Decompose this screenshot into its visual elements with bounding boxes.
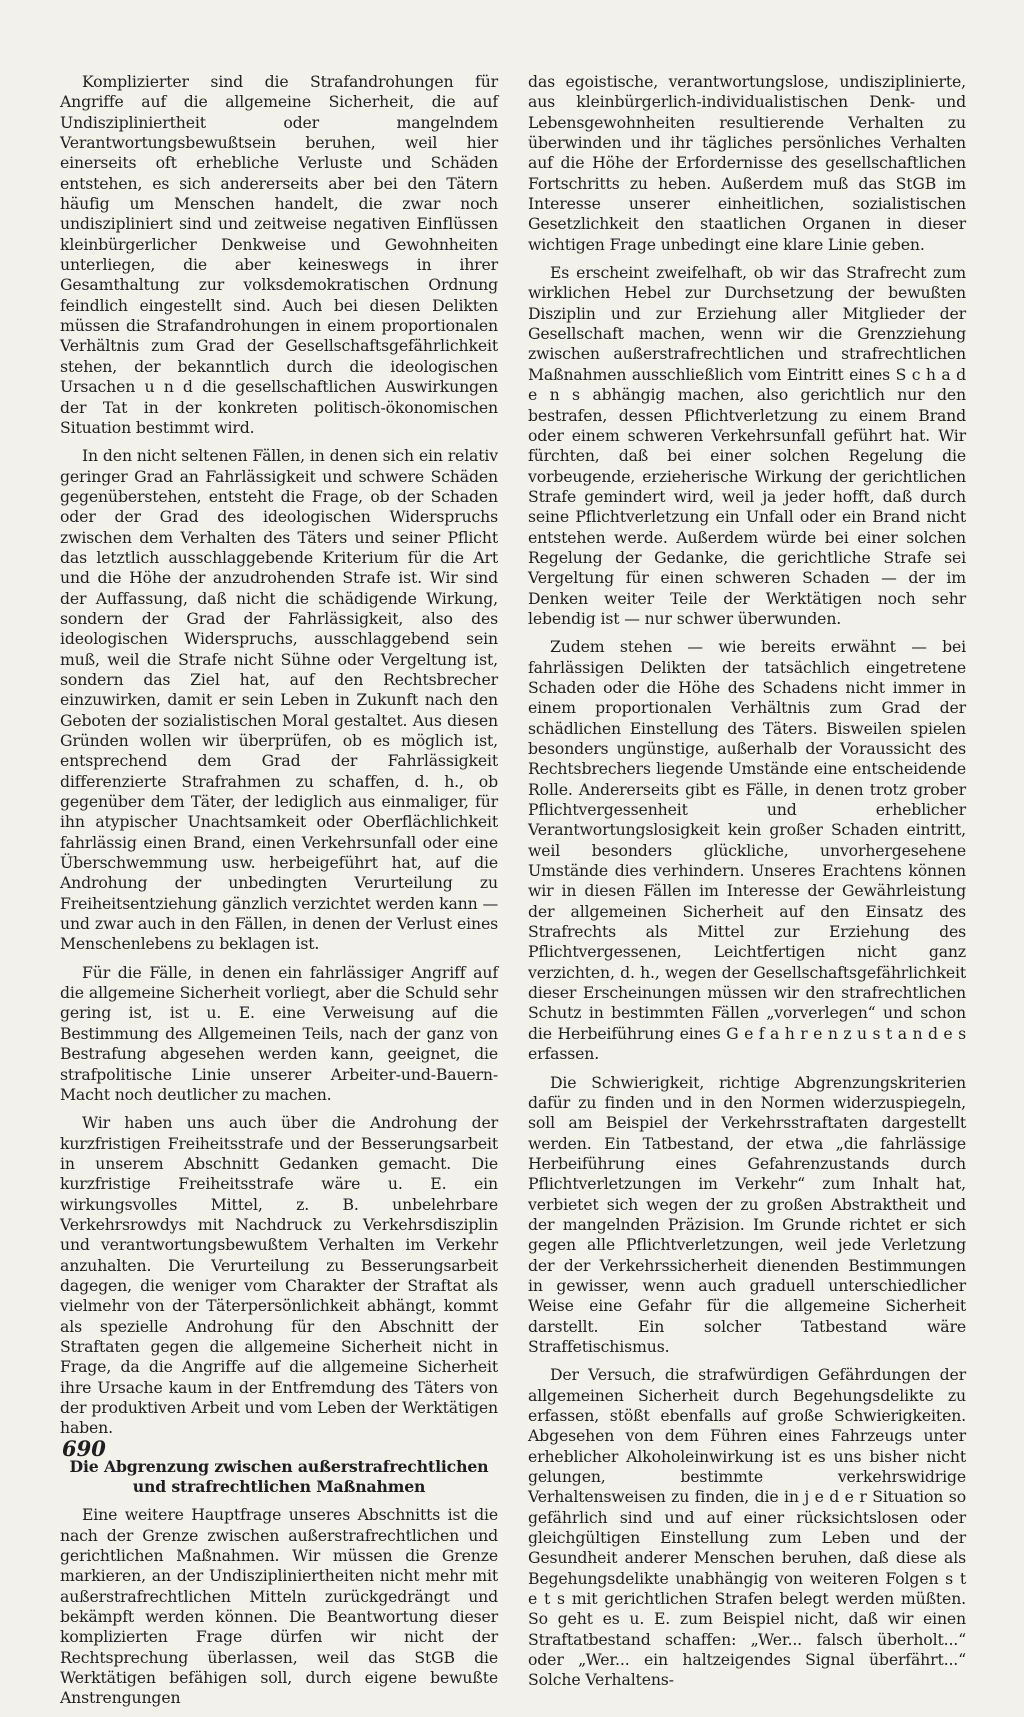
paragraph: Der Versuch, die strafwürdigen Gefährdungen der allgemeinen Sicherheit durch Begehungsdelikte zu erfassen, stößt ebenfalls auf große Schwierigkeiten. Abgesehen von dem Führen eines Fahrzeugs unter erheblicher Alkoholeinwirkung ist es uns bisher nicht gelungen, bestimmte verkehrswidrige Verhaltensweisen zu finden, die in j e d e r Situation so gefährlich sind und auf einer rücksichtslosen oder gleichgültigen Einstellung zum Leben und der Gesundheit anderer Menschen beruhen, daß diese als Begehungsdelikte unabhängig von weiteren Folgen s t e t s mit gerichtlichen Strafen belegt werden müßten. So geht es u. E. zum Beispiel nicht, daß wir einen Straftatbestand schaffen: „Wer... falsch überholt...“ oder „Wer... ein haltzeigendes Signal überfährt...“ Solche Verhaltens- [528, 1365, 966, 1690]
paragraph: Für die Fälle, in denen ein fahrlässiger Angriff auf die allgemeine Sicherheit vorliegt, aber die Schuld sehr gering ist, ist u. E. eine Verweisung auf die Bestimmung des Allgemeinen Teils, nach der ganz von Bestrafung abgesehen werden kann, geeignet, die strafpolitische Linie unserer Arbeiter-und-Bauern-Macht noch deutlicher zu machen. [60, 962, 498, 1104]
paragraph: Zudem stehen — wie bereits erwähnt — bei fahrlässigen Delikten der tatsächlich eingetretene Schaden oder die Höhe des Schadens nicht immer in einem proportionalen Verhältnis zum Grad der schädlichen Einstellung des Täters. Bisweilen spielen besonders ungünstige, außerhalb der Voraussicht des Rechtsbrechers liegende Umstände eine entscheidende Rolle. Andererseits gibt es Fälle, in denen trotz grober Pflichtvergessenheit und erheblicher Verantwortungslosigkeit kein großer Schaden eintritt, weil besonders glückliche, unvorhergesehene Umstände dies verhindern. Unseres Erachtens können wir in diesen Fällen im Interesse der Gewährleistung der allgemeinen Sicherheit auf den Einsatz des Strafrechts als Mittel zur Erziehung des Pflichtvergessenen, Leichtfertigen nicht ganz verzichten, d. h., wegen der Gesellschaftsgefährlichkeit dieser Erscheinungen müssen wir den strafrechtlichen Schutz in bestimmten Fällen „vorverlegen“ und schon die Herbeiführung eines G e f a h r e n z u s t a n d e s erfassen. [528, 637, 966, 1064]
section-heading: Die Abgrenzung zwischen außerstrafrechtlichen und strafrechtlichen Maßnahmen [69, 1456, 489, 1497]
paragraph: Die Schwierigkeit, richtige Abgrenzungskriterien dafür zu finden und in den Normen widerzuspiegeln, soll am Beispiel der Verkehrsstraftaten dargestellt werden. Ein Tatbestand, der etwa „die fahrlässige Herbeiführung eines Gefahrenzustands durch Pflichtverletzungen im Verkehr“ zum Inhalt hat, verbietet sich wegen der zu großen Abstraktheit und der mangelnden Präzision. Im Grunde richtet er sich gegen alle Pflichtverletzungen, weil jede Verletzung der der Verkehrssicherheit dienenden Bestimmungen in gewisser, wenn auch graduell unterschiedlicher Weise eine Gefahr für die allgemeine Sicherheit darstellt. Ein solcher Tatbestand wäre Straffetischismus. [528, 1072, 966, 1356]
paragraph: Komplizierter sind die Strafandrohungen für Angriffe auf die allgemeine Sicherheit, die auf Undiszipliniertheit oder mangelndem Verantwortungsbewußtsein beruhen, weil hier einerseits oft erhebliche Verluste und Schäden entstehen, es sich andererseits aber bei den Tätern häufig um Menschen handelt, die zwar noch undiszipliniert sind und zeitweise negativen Einflüssen kleinbürgerlicher Denkweise und Gewohnheiten unterliegen, die aber keineswegs in ihrer Gesamthaltung zur volksdemokratischen Ordnung feindlich eingestellt sind. Auch bei diesen Delikten müssen die Strafandrohungen in einem proportionalen Verhältnis zum Grad der Gesellschaftsgefährlichkeit stehen, der bekanntlich durch die ideologischen Ursachen u n d die gesellschaftlichen Auswirkungen der Tat in der konkreten politisch-ökonomischen Situation bestimmt wird. [60, 72, 498, 437]
right-column [528, 72, 966, 1699]
paragraph: Wir haben uns auch über die Androhung der kurzfristigen Freiheitsstrafe und der Besserungsarbeit in unserem Abschnitt Gedanken gemacht. Die kurzfristige Freiheitsstrafe wäre u. E. ein wirkungsvolles Mittel, z. B. unbelehrbare Verkehrsrowdys mit Nachdruck zu Verkehrsdisziplin und verantwortungsbewußtem Verhalten im Verkehr anzuhalten. Die Verurteilung zu Besserungsarbeit dagegen, die weniger vom Charakter der Straftat als vielmehr von der Täterpersönlichkeit abhängt, kommt als spezielle Androhung für den Abschnitt der Straftaten gegen die allgemeine Sicherheit nicht in Frage, da die Angriffe auf die allgemeine Sicherheit ihre Ursache kaum in der Entfremdung des Täters von der produktiven Arbeit und vom Leben der Werktätigen haben. [60, 1113, 498, 1438]
paragraph: Eine weitere Hauptfrage unseres Abschnitts ist die nach der Grenze zwischen außerstrafrechtlichen und gerichtlichen Maßnahmen. Wir müssen die Grenze markieren, an der Undiszipliniertheiten nicht mehr mit außerstrafrechtlichen Mitteln zurückgedrängt und bekämpft werden können. Die Beantwortung dieser komplizierten Frage dürfen wir nicht der Rechtsprechung überlassen, weil das StGB die Werktätigen befähigen soll, durch eigene bewußte Anstrengungen [60, 1505, 498, 1708]
paragraph: Es erscheint zweifelhaft, ob wir das Strafrecht zum wirklichen Hebel zur Durchsetzung der bewußten Disziplin und zur Erziehung aller Mitglieder der Gesellschaft machen, wenn wir die Grenzziehung zwischen außerstrafrechtlichen und strafrechtlichen Maßnahmen ausschließlich vom Eintritt eines S c h a d e n s abhängig machen, also gerichtlich nur den bestrafen, dessen Pflichtverletzung zu einem Brand oder einem schweren Verkehrsunfall geführt hat. Wir fürchten, daß bei einer solchen Regelung die vorbeugende, erzieherische Wirkung der gerichtlichen Strafe gemindert wird, weil ja jeder hofft, daß durch seine Pflichtverletzung ein Unfall oder ein Brand nicht entstehen werde. Außerdem würde bei einer solchen Regelung der Gedanke, die gerichtliche Strafe sei Vergeltung für einen schweren Schaden — der im Denken weiter Teile der Werktätigen noch sehr lebendig ist — nur schwer überwunden. [528, 263, 966, 628]
paragraph: In den nicht seltenen Fällen, in denen sich ein relativ geringer Grad an Fahrlässigkeit und schwere Schäden gegenüberstehen, entsteht die Frage, ob der Schaden oder der Grad des ideologischen Widerspruchs zwischen dem Verhalten des Täters und seiner Pflicht das letztlich ausschlaggebende Kriterium für die Art und die Höhe der anzudrohenden Strafe ist. Wir sind der Auffassung, daß nicht die schädigende Wirkung, sondern der Grad der Fahrlässigkeit, also des ideologischen Widerspruchs, ausschlaggebend sein muß, weil die Strafe nicht Sühne oder Vergeltung ist, sondern das Ziel hat, auf den Rechtsbrecher einzuwirken, damit er sein Leben in Zukunft nach den Geboten der sozialistischen Moral gestaltet. Aus diesen Gründen wollen wir überprüfen, ob es möglich ist, entsprechend dem Grad der Fahrlässigkeit differenzierte Strafrahmen zu schaffen, d. h., ob gegenüber dem Täter, der lediglich aus einmaliger, für ihn atypischer Unachtsamkeit oder Oberflächlichkeit fahrlässig einen Brand, einen Verkehrsunfall oder eine Überschwemmung usw. herbeigeführt hat, auf die Androhung der unbedingten Verurteilung zu Freiheitsentziehung gänzlich verzichtet werden kann — und zwar auch in den Fällen, in denen der Verlust eines Menschenlebens zu beklagen ist. [60, 446, 498, 954]
paragraph: das egoistische, verantwortungslose, undisziplinierte, aus kleinbürgerlich-individualistischen Denk- und Lebensgewohnheiten resultierende Verhalten zu überwinden und ihr tägliches persönliches Verhalten auf die Höhe der Erfordernisse des gesellschaftlichen Fortschritts zu heben. Außerdem muß das StGB im Interesse unserer einheitlichen, sozialistischen Gesetzlichkeit den staatlichen Organen in dieser wichtigen Frage unbedingt eine klare Linie geben. [528, 72, 966, 254]
page-number: 690 [62, 1436, 106, 1461]
left-column [60, 72, 498, 1717]
